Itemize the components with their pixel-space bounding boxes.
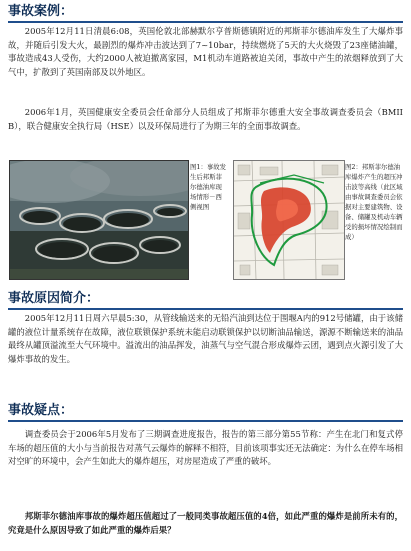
accident-site-photo	[9, 160, 189, 280]
doubt-paragraph: 调查委员会于2006年5月发布了三期调查进度报告，报告的第三部分第55节称：产生在北门和复式停车场的超压值的大小与当前报告对蒸气云爆炸的解释不相符，目前该项事实还无法确定：为什么在停车场相对空旷的环境中，会产生如此大的爆炸超压，对房屋造成了严重的破坏。	[8, 429, 403, 467]
section-rule-case	[8, 21, 403, 23]
section-rule-doubt	[8, 420, 403, 422]
section-title-doubt: 事故疑点：	[8, 403, 74, 418]
overpressure-contour-map	[233, 160, 345, 280]
concluding-question: 邦斯菲尔德油库事故的爆炸超压值超过了一般同类事故超压值的4倍，如此严重的爆炸是前所未有的，究竟是什么原因导致了如此严重的爆炸后果？	[8, 511, 403, 535]
figure-1-caption: 图1：事故发生后邦斯菲尔德油库现场情形－西侧视图	[190, 163, 227, 211]
section-title-case: 事故案例：	[8, 4, 74, 19]
case-paragraph-1: 2005年12月11日清晨6:08，英国伦敦北部赫默尔亨普斯德镇附近的邦斯菲尔德油库发生了大爆炸事故，并随后引发大火，最剧烈的爆炸冲击波达到了7~10bar，持续燃烧了5天的大火烧毁了23座储油罐，事故造成43人受伤，大约2000人被迫撤离家园，M1机动车道路被迫关闭，事故中产生的浓烟释放到了大气中，扩散到了英国南部及以外地区。	[8, 26, 403, 77]
case-paragraph-2: 2006年1月，英国健康安全委员会任命部分人员组成了邦斯菲尔德重大安全事故调查委员会（BMIIB），联合健康安全执行局（HSE）以及环保局进行了为期三年的全面事故调查。	[8, 107, 403, 131]
section-rule-cause	[8, 308, 403, 310]
section-title-cause: 事故原因简介：	[8, 291, 100, 306]
cause-paragraph: 2005年12月11日周六早晨5:30，从管线输送来的无铅汽油到达位于围堰A内的912号储罐，由于该储罐的液位计量系统存在故障，液位联锁保护系统未能启动联锁保护以切断油品输送，源源不断输送来的油品最终从罐顶溢流至大气环境中。溢流出的油品挥发，油蒸气与空气混合形成爆炸云团，遇到点火源引发了大爆炸事故的发生。	[8, 313, 403, 364]
figure-2-caption: 图2：邦斯菲尔德油库爆炸产生的超压冲击波等高线（此区域由事故调查委员会依据对主要建筑物、设备、储罐及机动车辆受的损坏情况绘制而成）	[345, 163, 403, 241]
